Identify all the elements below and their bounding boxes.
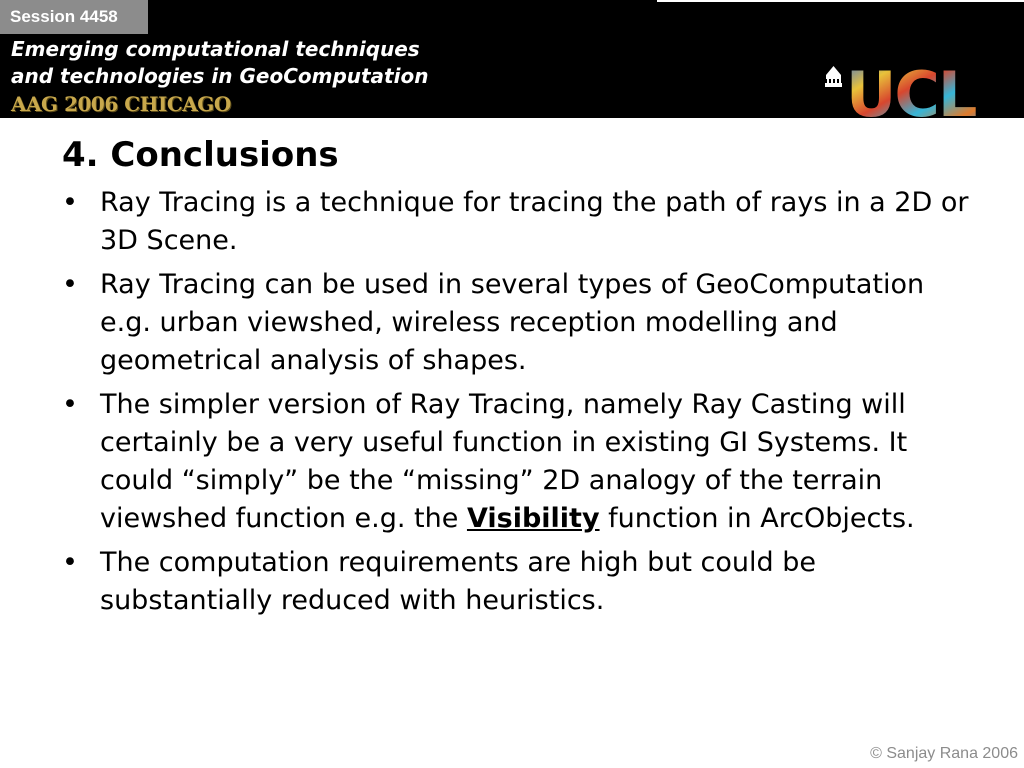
- bullet-icon: •: [62, 187, 78, 218]
- ucl-logo: [822, 60, 998, 118]
- bullet-item: [62, 386, 982, 538]
- bullet-text: Ray Tracing can be used in several types of GeoComputation e.g. urban viewshed, wireless reception modelling and geometrical analysis of shapes.: [100, 269, 925, 376]
- conference-label: AAG 2006 CHICAGO: [11, 92, 231, 116]
- bullet-text-after: function in ArcObjects.: [599, 503, 915, 534]
- ucl-portico-icon: [825, 66, 842, 87]
- bullet-text: Ray Tracing is a technique for tracing the path of rays in a 2D or 3D Scene.: [100, 187, 969, 256]
- bullet-item: [62, 266, 982, 380]
- bullet-item: [62, 184, 982, 260]
- session-title: [11, 36, 428, 90]
- slide-title: 4. Conclusions: [62, 135, 339, 175]
- bullet-text-before: The simpler version of Ray Tracing, namely Ray Casting will certainly be a very useful function in existing GI Systems. It could “simply” be the “missing” 2D analogy of the terrain viewshed function e.g. the: [100, 389, 908, 534]
- copyright-notice: © Sanjay Rana 2006: [870, 745, 1018, 762]
- session-badge: Session 4458: [0, 0, 148, 34]
- bullet-icon: •: [62, 547, 78, 578]
- header-divider: [657, 0, 1024, 2]
- bullet-icon: •: [62, 269, 78, 300]
- ucl-logo-text: UCL: [846, 60, 976, 118]
- bullet-text: The computation requirements are high but could be substantially reduced with heuristics.: [100, 547, 816, 616]
- bullet-list: [62, 184, 982, 626]
- bullet-text: [100, 389, 915, 534]
- bullet-item: [62, 544, 982, 620]
- session-title-line1: Emerging computational techniques: [11, 37, 420, 61]
- visibility-link[interactable]: Visibility: [466, 503, 600, 534]
- bullet-icon: •: [62, 389, 78, 420]
- session-title-line2: and technologies in GeoComputation: [11, 64, 429, 88]
